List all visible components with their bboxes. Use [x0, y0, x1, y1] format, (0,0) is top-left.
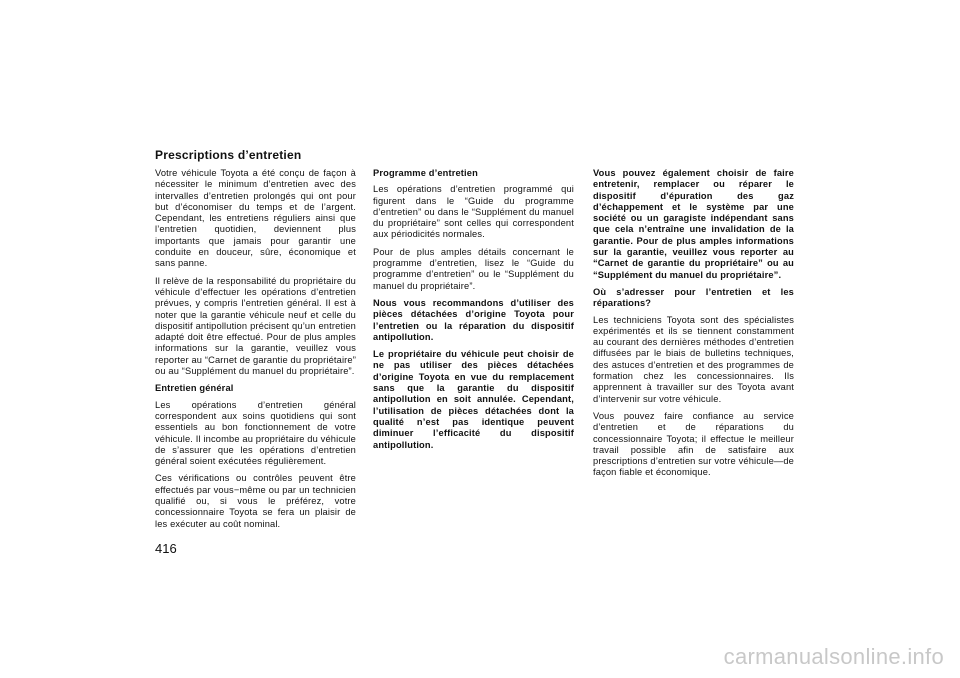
non-genuine-parts-notice: Le propriétaire du véhicule peut choisir de ne pas utiliser des pièces détachées d’origine Toyota en vue du remplacement sans que la garantie du dispositif antipollution en soit annulée. Cependant, l’utilisation de pièces détachées dont la qualité n’est pas identique peuvent diminuer l’efficacité du dispositif antipollution.: [373, 349, 574, 450]
genuine-parts-recommendation: Nous vous recommandons d’utiliser des pièces détachées d’origine Toyota pour l’entretien ou la réparation du dispositif antipollution.: [373, 297, 574, 342]
page-title: Prescriptions d’entretien: [155, 148, 302, 162]
text-column-3: [593, 168, 794, 485]
text-column-2: [373, 168, 574, 457]
checks-paragraph: Ces vérifications ou contrôles peuvent être effectués par vous−même ou par un technicien qualifié ou, si vous le préférez, votre concessionnaire Toyota se fera un plaisir de les exécuter au coût nominal.: [155, 473, 356, 529]
program-paragraph: Les opérations d’entretien programmé qui figurent dans le “Guide du programme d’entretien” ou dans le “Supplément du manuel du propriétaire” sont celles qui correspondent aux périodicités normales.: [373, 184, 574, 240]
section-heading-where-to-service: Où s’adresser pour l’entretien et les réparations?: [593, 286, 794, 309]
intro-paragraph: Votre véhicule Toyota a été conçu de façon à nécessiter le minimum d’entretien avec des intervalles d’entretien prolongés qui ont pour but d’économiser du temps et de l’argent. Cependant, les entretiens réguliers ainsi que l’entretien quotidien, deviennent plus importants que jamais pour garantir une conduite en douceur, sûre, économique et sans panne.: [155, 168, 356, 269]
technicians-paragraph: Les techniciens Toyota sont des spécialistes expérimentés et ils se tiennent constamment au courant des dernières méthodes d’entretien diffusées par le biais de bulletins techniques, des astuces d’entretien et des programmes de formation chez les concessionnaires. Ils apprennent à travailler sur des Toyota avant d’intervenir sur votre véhicule.: [593, 314, 794, 404]
general-maintenance-paragraph: Les opérations d’entretien général correspondent aux soins quotidiens qui sont essentiels au bon fonctionnement de votre véhicule. Il incombe au propriétaire du véhicule de s’assurer que les opérations d’entretien général soient exécutées régulièrement.: [155, 399, 356, 467]
section-heading-general-maintenance: Entretien général: [155, 383, 234, 394]
independent-repair-notice: Vous pouvez également choisir de faire entretenir, remplacer ou réparer le dispositif d’épuration des gaz d’échappement et le système par une société ou un garagiste indépendant sans que cela n’entraîne une invalidation de la garantie. Pour de plus amples informations sur la garantie, veuillez vous reporter au “Carnet de garantie du propriétaire” ou au “Supplément du manuel du propriétaire”.: [593, 168, 794, 280]
section-heading-maintenance-program: Programme d’entretien: [373, 168, 478, 178]
text-column-1: [155, 168, 356, 536]
program-details-paragraph: Pour de plus amples détails concernant le programme d’entretien, lisez le “Guide du programme d’entretien” ou le “Supplément du manuel du propriétaire”.: [373, 246, 574, 291]
page-number: 416: [155, 541, 177, 556]
watermark: carmanualsonline.info: [723, 644, 944, 669]
trust-paragraph: Vous pouvez faire confiance au service d’entretien et de réparations du concessionnaire Toyota; il effectue le meilleur travail possible afin de satisfaire aux prescriptions d’entretien sur votre véhicule—de façon fiable et économique.: [593, 410, 794, 478]
responsibility-paragraph: Il relève de la responsabilité du propriétaire du véhicule d’effectuer les opérations d’entretien prévues, y compris l’entretien général. Il est à noter que la garantie véhicule neuf et celle du dispositif antipollution précisent qu’un entretien adapté doit être effectué. Pour de plus amples informations sur la garantie, veuillez vous reporter au “Carnet de garantie du propriétaire” ou au “Supplément du manuel du propriétaire”.: [155, 275, 356, 377]
